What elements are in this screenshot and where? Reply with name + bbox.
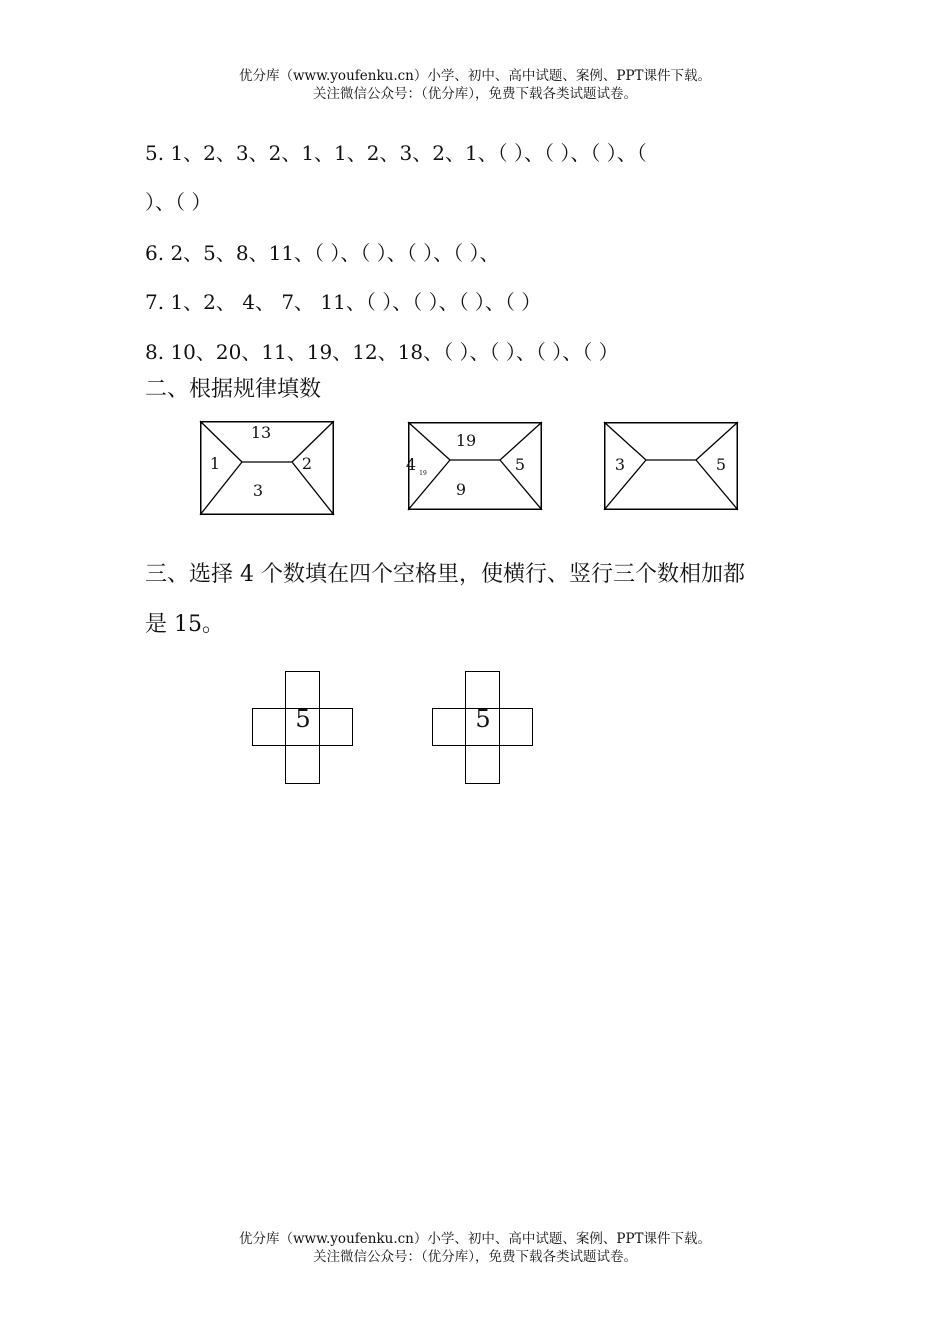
figure-1-left-number: 1 [209,454,221,473]
figure-2-bottom-number: 9 [455,480,467,499]
figure-2-top-number: 19 [455,431,477,450]
page-footer [0,1230,950,1266]
question-7: 7. 1、2、 4、 7、 11、（ ）、（ ）、（ ）、（ ） [145,290,542,314]
section-2-title: 二、根据规律填数 [145,377,322,402]
footer-line-2: 关注微信公众号：（优分库），免费下载各类试题试卷。 [313,1249,637,1265]
cross-2-center-number: 5 [475,705,491,733]
figure-3-left-number: 3 [614,455,626,474]
figure-2-right-number: 5 [514,455,526,474]
figure-3-right-number: 5 [715,455,727,474]
figure-2-left-number: 4 [405,455,417,474]
header-line-2: 关注微信公众号：（优分库），免费下载各类试题试卷。 [313,86,637,102]
figure-2-small-number: 19 [419,470,427,477]
section-3-line-1: 三、选择 4 个数填在四个空格里，使横行、竖行三个数相加都 [145,562,745,587]
question-8: 8. 10、20、11、19、12、18、（ ）、（ ）、（ ）、（ ） [145,340,619,364]
figure-1-top-number: 13 [250,423,272,442]
pattern-figure-3 [604,422,738,510]
cross-grid-1 [252,671,353,784]
cross-grid-2 [432,671,533,784]
pattern-figure-2 [405,422,542,510]
question-5-line-1: 5. 1、2、3、2、1、1、2、3、2、1、（ ）、（ ）、（ ）、（ [145,141,647,165]
pattern-figure-1 [200,421,334,515]
cross-1-center-number: 5 [295,705,311,733]
question-6: 6. 2、5、8、11、（ ）、（ ）、（ ）、（ ）、 [145,241,500,265]
section-3-line-2: 是 15。 [145,612,224,637]
header-line-1: 优分库（www.youfenku.cn）小学、初中、高中试题、案例、PPT课件下载。 [238,68,712,84]
figure-1-right-number: 2 [301,454,313,473]
question-5-line-2: ）、（ ） [145,190,212,214]
footer-line-1: 优分库（www.youfenku.cn）小学、初中、高中试题、案例、PPT课件下载。 [238,1231,712,1247]
figure-1-bottom-number: 3 [252,481,264,500]
page-header [0,67,950,103]
